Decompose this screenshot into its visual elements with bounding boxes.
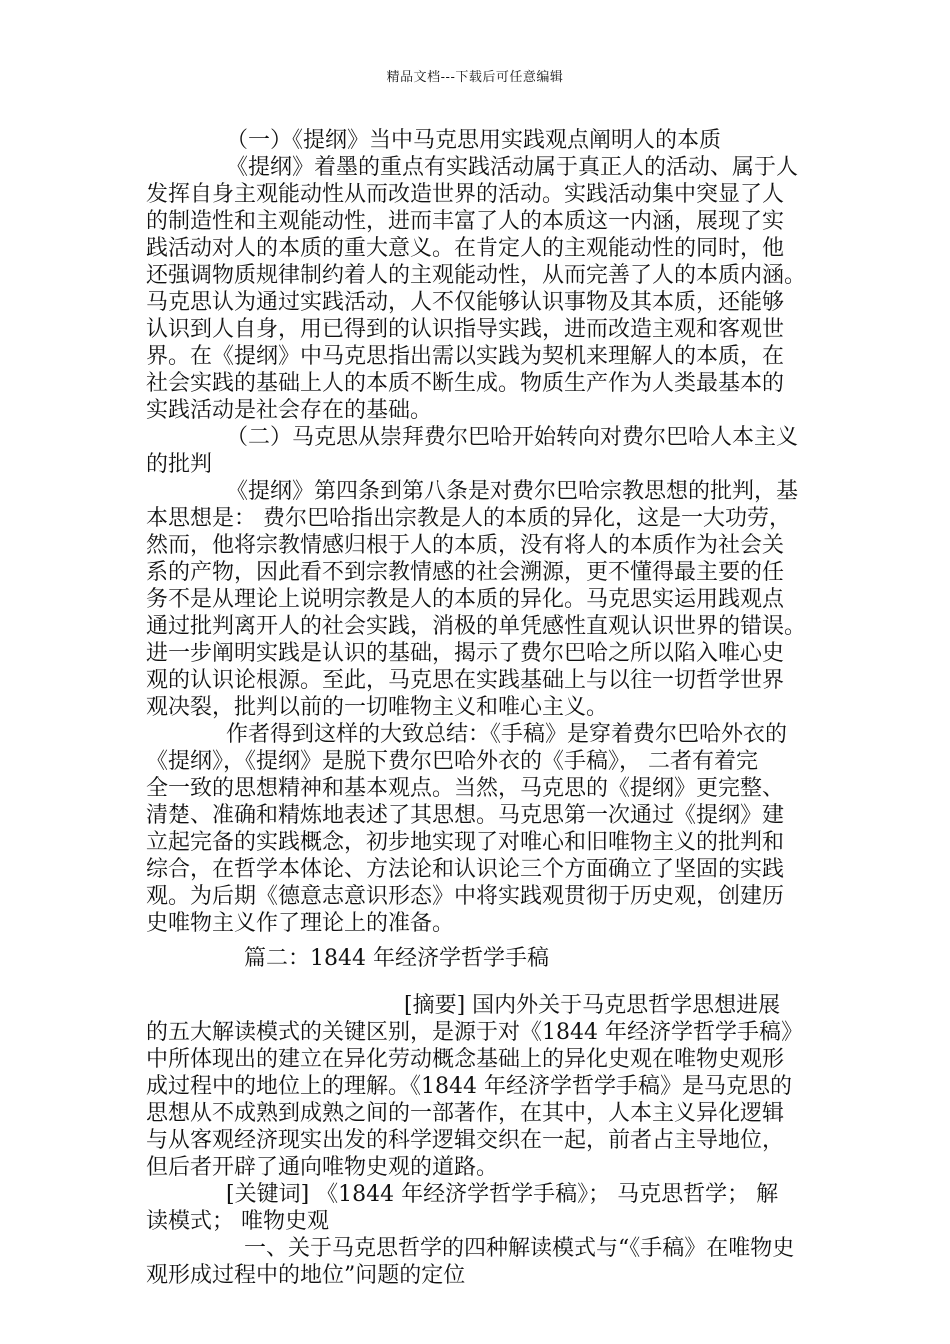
section2-heading: （二）马克思从崇拜费尔巴哈开始转向对费尔巴哈人本主义: [226, 425, 799, 450]
paragraph-line: 践活动对人的本质的重大意义。在肯定人的主观能动性的同时，他: [146, 236, 785, 261]
paragraph-line: 通过批判离开人的社会实践，消极的单凭感性直观认识世界的错误。: [146, 614, 807, 639]
paragraph-line: 立起完备的实践概念，初步地实现了对唯心和旧唯物主义的批判和: [146, 830, 785, 855]
paragraph-line: 马克思认为通过实践活动，人不仅能够认识事物及其本质，还能够: [146, 290, 785, 315]
section2-heading-cont: 的批判: [146, 452, 213, 477]
paragraph-line: 史唯物主义作了理论上的准备。: [146, 911, 455, 936]
paragraph-line: 观决裂，批判以前的一切唯物主义和唯心主义。: [146, 695, 609, 720]
subsection-heading-cont: 观形成过程中的地位”问题的定位: [146, 1263, 466, 1288]
subsection-heading: 一、关于马克思哲学的四种解读模式与“《手稿》在唯物史: [244, 1236, 795, 1261]
abstract-line: 但后者开辟了通向唯物史观的道路。: [146, 1155, 499, 1180]
paragraph-line: 进一步阐明实践是认识的基础，揭示了费尔巴哈之所以陷入唯心史: [146, 641, 785, 666]
abstract-line: 中所体现出的建立在异化劳动概念基础上的异化史观在唯物史观形: [146, 1047, 785, 1072]
paragraph-line: 务不是从理论上说明宗教是人的本质的异化。马克思实运用践观点: [146, 587, 785, 612]
paragraph-line: 社会实践的基础上人的本质不断生成。物质生产作为人类最基本的: [146, 371, 785, 396]
paragraph-line: 认识到人自身，用已得到的认识指导实践，进而改造主观和客观世: [146, 317, 785, 342]
abstract-line: 的五大解读模式的关键区别，是源于对《1844 年经济学哲学手稿》: [146, 1020, 803, 1045]
page-header: 精品文档---下载后可任意编辑: [386, 70, 564, 85]
paragraph-line: 《提纲》着墨的重点有实践活动属于真正人的活动、属于人: [226, 155, 799, 180]
paragraph-line: 全一致的思想精神和基本观点。当然，马克思的《提纲》更完整、: [146, 776, 785, 801]
abstract-line: 成过程中的地位上的理解。《1844 年经济学哲学手稿》是马克思的: [146, 1074, 792, 1099]
paragraph-line: 《提纲》第四条到第八条是对费尔巴哈宗教思想的批判，基: [226, 479, 799, 504]
keywords-line: 读模式； 唯物史观: [146, 1209, 329, 1234]
abstract-line: 思想从不成熟到成熟之间的一部著作，在其中，人本主义异化逻辑: [146, 1101, 785, 1126]
paragraph-line: 实践活动是社会存在的基础。: [146, 398, 433, 423]
chapter-title: 篇二：1844 年经济学哲学手稿: [244, 946, 549, 971]
paragraph-line: 清楚、准确和精炼地表述了其思想。马克思第一次通过《提纲》建: [146, 803, 785, 828]
paragraph-line: 发挥自身主观能动性从而改造世界的活动。实践活动集中突显了人: [146, 182, 785, 207]
paragraph-line: 观的认识论根源。至此，马克思在实践基础上与以往一切哲学世界: [146, 668, 785, 693]
paragraph-line: 系的产物，因此看不到宗教情感的社会溯源，更不懂得最主要的任: [146, 560, 785, 585]
abstract-line: 与从客观经济现实出发的科学逻辑交织在一起，前者占主导地位，: [146, 1128, 785, 1153]
section1-heading: （一）《提纲》当中马克思用实践观点阐明人的本质: [226, 128, 722, 153]
paragraph-line: 的制造性和主观能动性，进而丰富了人的本质这一内涵，展现了实: [146, 209, 785, 234]
paragraph-line: 观。为后期《德意志意识形态》中将实践观贯彻于历史观，创建历: [146, 884, 785, 909]
keywords-line: [关键词] 《1844 年经济学哲学手稿》； 马克思哲学； 解: [226, 1182, 779, 1207]
paragraph-line: 作者得到这样的大致总结：《手稿》是穿着费尔巴哈外衣的: [226, 722, 788, 747]
paragraph-line: 界。在《提纲》中马克思指出需以实践为契机来理解人的本质，在: [146, 344, 785, 369]
paragraph-line: 《提纲》，《提纲》是脱下费尔巴哈外衣的《手稿》， 二者有着完: [146, 749, 758, 774]
paragraph-line: 本思想是： 费尔巴哈指出宗教是人的本质的异化，这是一大功劳，: [146, 506, 791, 531]
paragraph-line: 综合，在哲学本体论、方法论和认识论三个方面确立了坚固的实践: [146, 857, 785, 882]
paragraph-line: 还强调物质规律制约着人的主观能动性，从而完善了人的本质内涵。: [146, 263, 807, 288]
paragraph-line: 然而，他将宗教情感归根于人的本质，没有将人的本质作为社会关: [146, 533, 785, 558]
abstract-line: [摘要] 国内外关于马克思哲学思想进展: [404, 993, 781, 1018]
